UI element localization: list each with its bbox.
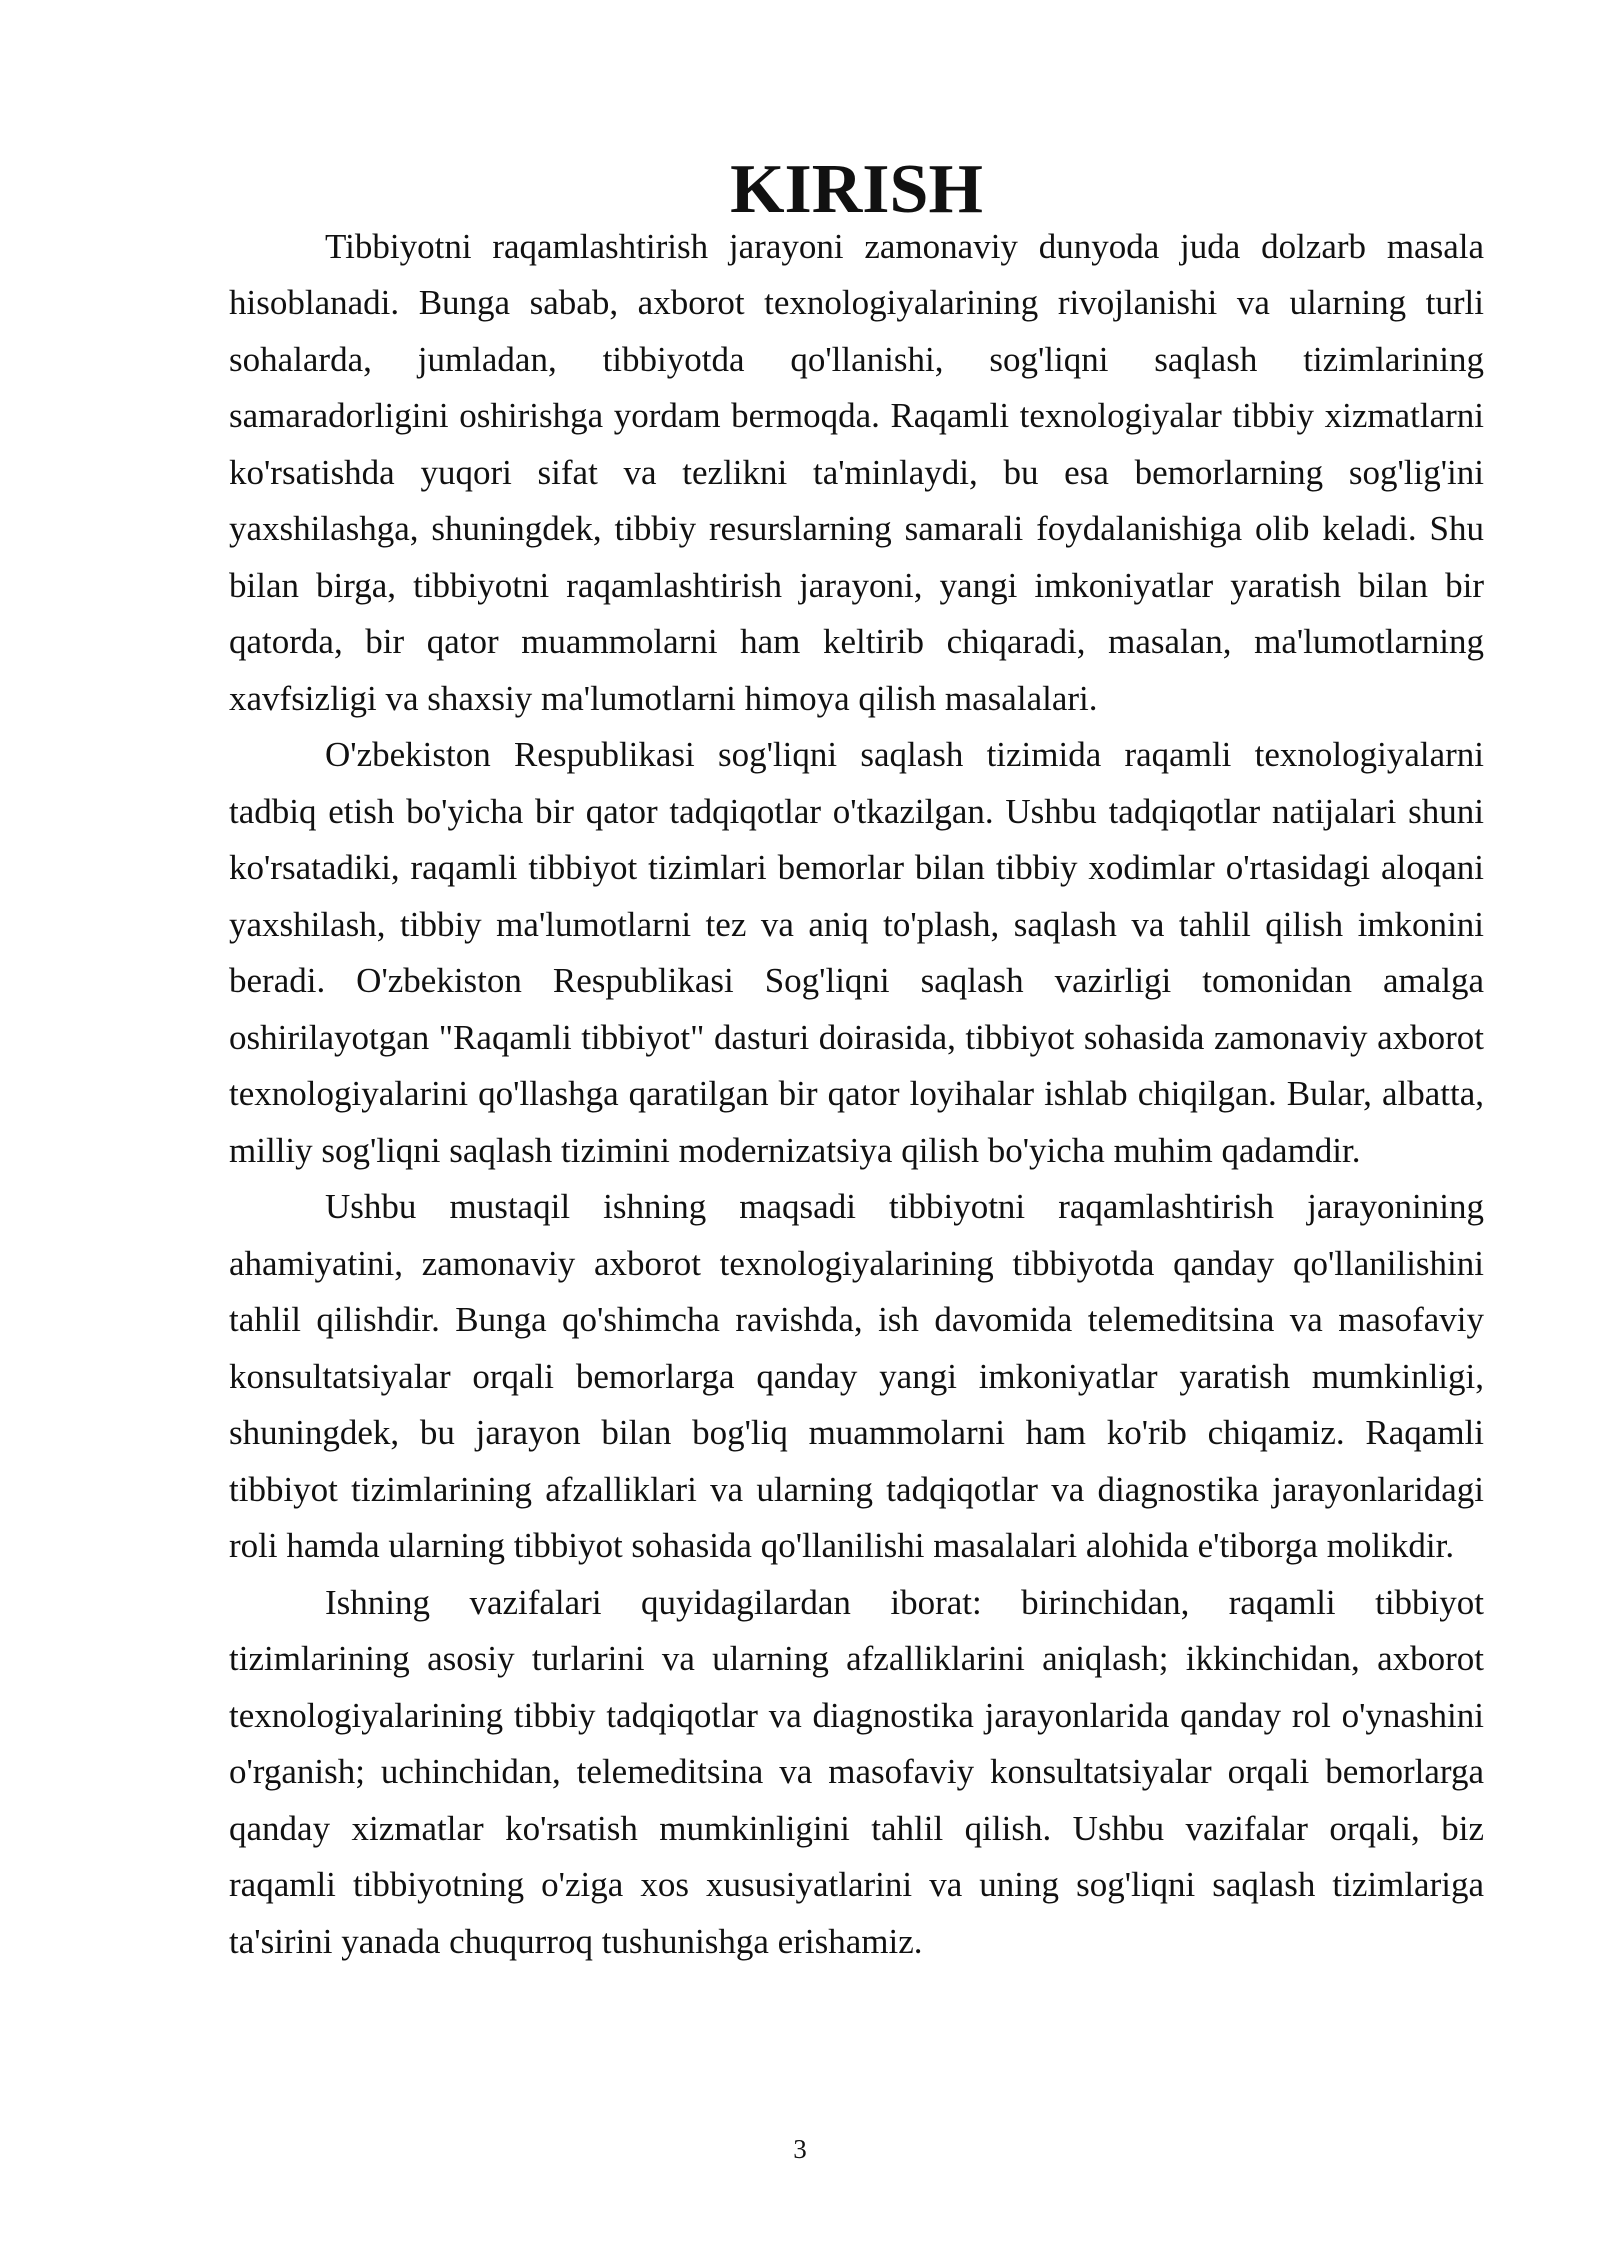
paragraph-3: Ushbu mustaqil ishning maqsadi tibbiyotni raqamlashtirish jarayonining ahamiyatini, zamonaviy axborot texnologiyalarining tibbiyotda qanday qo'llanilishini tahlil qilishdir. Bunga qo'shimcha ravishda, ish davomida telemeditsina va masofaviy konsultatsiyalar orqali bemorlarga qanday yangi imkoniyatlar yaratish mumkinligi, shuningdek, bu jarayon bilan bog'liq muammolarni ham ko'rib chiqamiz. Raqamli tibbiyot tizimlarining afzalliklari va ularning tadqiqotlar va diagnostika jarayonlaridagi roli hamda ularning tibbiyot sohasida qo'llanilishi masalalari alohida e'tiborga molikdir. xyxy=(229,1187,1484,1565)
section-title: KIRISH xyxy=(730,151,983,228)
page-number: 3 xyxy=(793,2134,807,2164)
paragraph-2: O'zbekiston Respublikasi sog'liqni saqlash tizimida raqamli texnologiyalarni tadbiq etish bo'yicha bir qator tadqiqotlar o'tkazilgan. Ushbu tadqiqotlar natijalari shuni ko'rsatadiki, raqamli tibbiyot tizimlari bemorlar bilan tibbiy xodimlar o'rtasidagi aloqani yaxshilash, tibbiy ma'lumotlarni tez va aniq to'plash, saqlash va tahlil qilish imkonini beradi. O'zbekiston Respublikasi Sog'liqni saqlash vazirligi tomonidan amalga oshirilayotgan "Raqamli tibbiyot" dasturi doirasida, tibbiyot sohasida zamonaviy axborot texnologiyalarini qo'llashga qaratilgan bir qator loyihalar ishlab chiqilgan. Bular, albatta, milliy sog'liqni saqlash tizimini modernizatsiya qilish bo'yicha muhim qadamdir. xyxy=(229,735,1484,1170)
paragraph-1: Tibbiyotni raqamlashtirish jarayoni zamonaviy dunyoda juda dolzarb masala hisoblanadi. Bunga sabab, axborot texnologiyalarining rivojlanishi va ularning turli sohalarda, jumladan, tibbiyotda qo'llanishi, sog'liqni saqlash tizimlarining samaradorligini oshirishga yordam bermoqda. Raqamli texnologiyalar tibbiy xizmatlarni ko'rsatishda yuqori sifat va tezlikni ta'minlaydi, bu esa bemorlarning sog'lig'ini yaxshilashga, shuningdek, tibbiy resurslarning samarali foydalanishiga olib keladi. Shu bilan birga, tibbiyotni raqamlashtirish jarayoni, yangi imkoniyatlar yaratish bilan bir qatorda, bir qator muammolarni ham keltirib chiqaradi, masalan, ma'lumotlarning xavfsizligi va shaxsiy ma'lumotlarni himoya qilish masalalari. xyxy=(229,226,1484,718)
page-body xyxy=(229,151,1484,1970)
paragraph-4: Ishning vazifalari quyidagilardan iborat: birinchidan, raqamli tibbiyot tizimlarining asosiy turlarini va ularning afzalliklarini aniqlash; ikkinchidan, axborot texnologiyalarining tibbiy tadqiqotlar va diagnostika jarayonlarida qanday rol o'ynashini o'rganish; uchinchidan, telemeditsina va masofaviy konsultatsiyalar orqali bemorlarga qanday xizmatlar ko'rsatish mumkinligini tahlil qilish. Ushbu vazifalar orqali, biz raqamli tibbiyotning o'ziga xos xususiyatlarini va uning sog'liqni saqlash tizimlariga ta'sirini yanada chuqurroq tushunishga erishamiz. xyxy=(229,1582,1484,1961)
